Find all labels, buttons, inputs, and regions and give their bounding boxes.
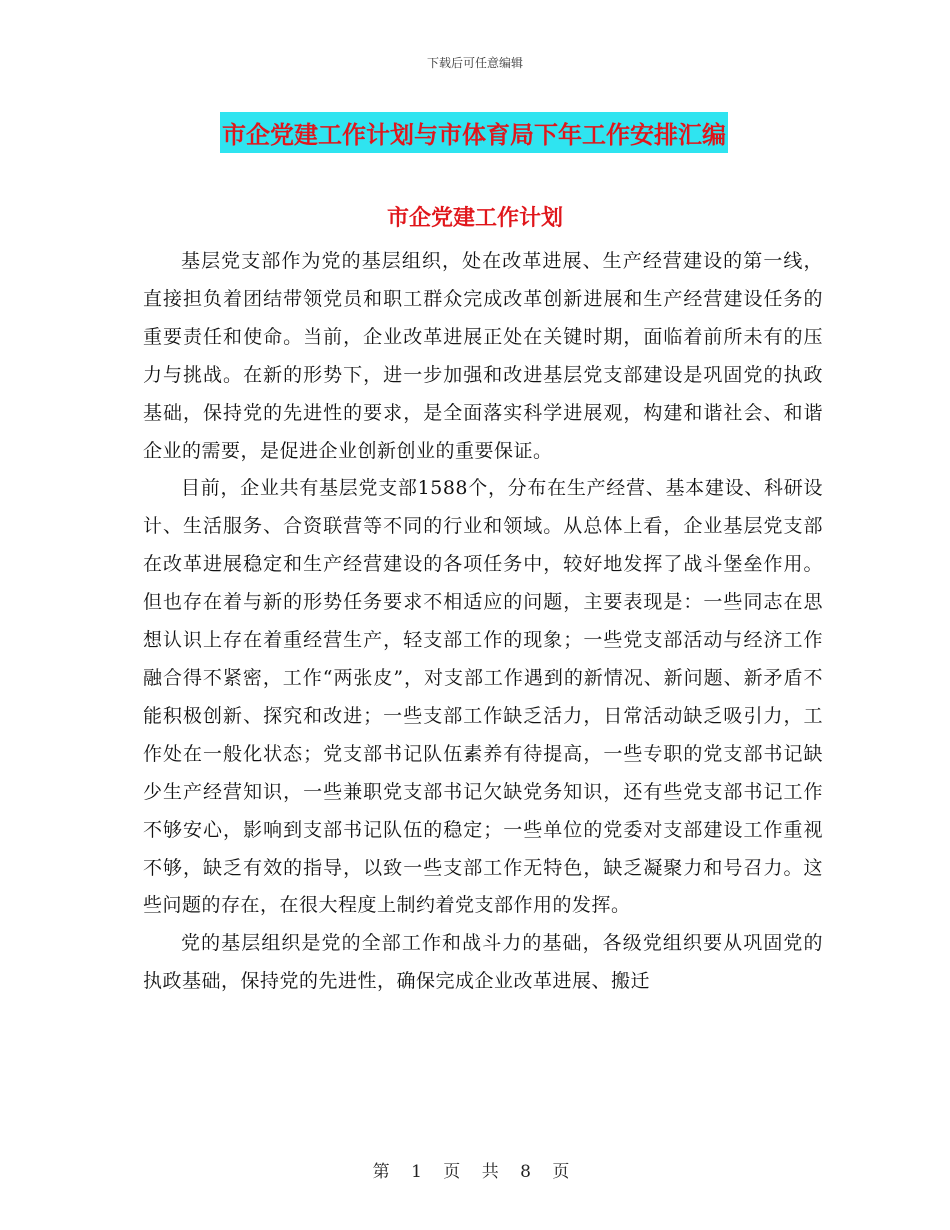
paragraph-3: 党的基层组织是党的全部工作和战斗力的基础，各级党组织要从巩固党的执政基础，保持党的先进性，确保完成企业改革进展、搬迁 [143,932,823,993]
paragraph-2: 目前，企业共有基层党支部1588个，分布在生产经营、基本建设、科研设计、生活服务、合资联营等不同的行业和领域。从总体上看，企业基层党支部在改革进展稳定和生产经营建设的各项任务中，较好地发挥了战斗堡垒作用。但也存在着与新的形势任务要求不相适应的问题，主要表现是：一些同志在思想认识上存在着重经营生产，轻支部工作的现象；一些党支部活动与经济工作融合得不紧密，工作“两张皮”，对支部工作遇到的新情况、新问题、新矛盾不能积极创新、探究和改进；一些支部工作缺乏活力，日常活动缺乏吸引力，工作处在一般化状态；党支部书记队伍素养有待提高，一些专职的党支部书记缺少生产经营知识，一些兼职党支部书记欠缺党务知识，还有些党支部书记工作不够安心，影响到支部书记队伍的稳定；一些单位的党委对支部建设工作重视不够，缺乏有效的指导，以致一些支部工作无特色，缺乏凝聚力和号召力。这些问题的存在，在很大程度上制约着党支部作用的发挥。 [143,477,823,917]
document-title: 市企党建工作计划与市体育局下年工作安排汇编 [220,112,728,153]
paragraph-1: 基层党支部作为党的基层组织，处在改革进展、生产经营建设的第一线，直接担负着团结带领党员和职工群众完成改革创新进展和生产经营建设任务的重要责任和使命。当前，企业改革进展正处在关键时期，面临着前所未有的压力与挑战。在新的形势下，进一步加强和改进基层党支部建设是巩固党的执政基础，保持党的先进性的要求，是全面落实科学进展观，构建和谐社会、和谐企业的需要，是促进企业创新创业的重要保证。 [143,250,823,462]
document-body [143,243,823,1001]
section-title: 市企党建工作计划 [386,206,563,231]
page-header-note: 下载后可任意编辑 [426,56,523,70]
page-footer: 第 1 页 共 8 页 [372,1162,578,1182]
